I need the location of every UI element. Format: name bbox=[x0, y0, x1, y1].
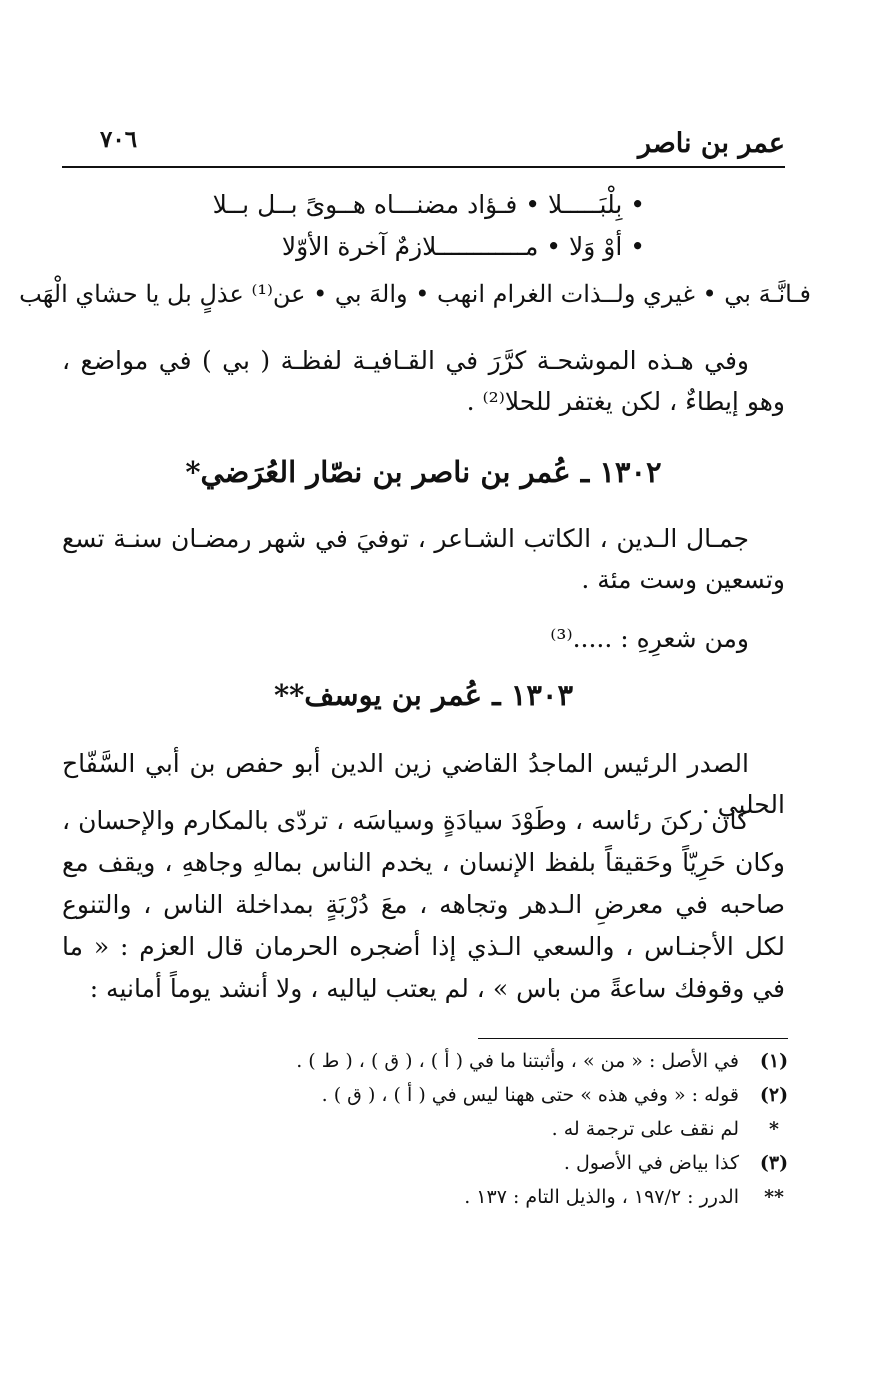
footnote-text: لم نقف على ترجمة له . bbox=[551, 1118, 739, 1140]
commentary-paragraph: وفي هـذه الموشحـة كرَّرَ في القـافيـة لفظـة ( بي ) في مواضع ، وهو إيطاءٌ ، لكن يغتفر للحلا⁽²⁾ . bbox=[62, 346, 785, 416]
footnote-item bbox=[69, 1152, 789, 1186]
footnote-mark: (٢) bbox=[759, 1084, 789, 1106]
footnote-item bbox=[69, 1050, 789, 1084]
entry-1303-title-line: الصدر الرئيس الماجدُ القاضي زين الدين أبو حفص بن أبي السَّفّاح الحلبي . bbox=[62, 749, 785, 819]
footnote-mark: (٣) bbox=[759, 1152, 789, 1174]
entry-1302-bio: جمـال الـدين ، الكاتب الشـاعر ، توفيَ في شهر رمضـان سنـة تسع وتسعين وست مئة . bbox=[62, 524, 785, 594]
footnote-text: الدرر : ١٩٧/٢ ، والذيل التام : ١٣٧ . bbox=[464, 1186, 739, 1208]
entry-1303-bio: كان ركنَ رئاسه ، وطَوْدَ سيادَةٍ وسياسَه ، تردّى بالمكارم والإحسان ، وكان حَرِيّاً وحَقيقاً بلفظ الإنسان ، يخدم الناس بمالهِ وجاههِ ، ويقف مع صاحبه في معرضِ الـدهر وتجاهه ، معَ دُرْبَةٍ بمداخلة الناس ، والتنوع لكل الأجنـاس ، والسعي الـذي إذا أضجره الحرمان قال العزم : « ما في وقوفك ساعةً من باس » ، لم يعتب لياليه ، ولا أنشد يوماً أمانيه : bbox=[62, 806, 785, 1003]
entry-heading-1302: ١٣٠٢ ـ عُمر بن ناصر بن نصّار العُرَضي* bbox=[185, 455, 662, 489]
poem-line-1: • بِلْبَـــــلا • فـؤاد مضنـــاه هــوىً بــل بــلا bbox=[212, 190, 645, 219]
running-header bbox=[62, 126, 785, 168]
footnote-item bbox=[69, 1084, 789, 1118]
footnote-text: كذا بياض في الأصول . bbox=[563, 1152, 739, 1174]
entry-heading-1303: ١٣٠٣ ـ عُمر بن يوسف** bbox=[273, 678, 574, 712]
footnote-mark: ** bbox=[764, 1186, 784, 1208]
footnote-mark: (١) bbox=[759, 1050, 789, 1072]
footnote-item bbox=[69, 1118, 789, 1152]
entry-1302-poetry-intro: ومن شعرِهِ : .....⁽³⁾ bbox=[550, 624, 749, 653]
footnote-separator bbox=[478, 1038, 788, 1039]
running-title: عمر بن ناصر bbox=[637, 128, 785, 159]
poem-line-2: • أوْ وَلا • مــــــــــــلازمٌ آخرة الأوّلا bbox=[281, 232, 645, 261]
footnote-text: قوله : « وفي هذه » حتى ههنا ليس في ( أ ) ، ( ق ) . bbox=[321, 1084, 739, 1106]
footnotes bbox=[69, 1050, 789, 1220]
footnote-mark: * bbox=[769, 1118, 779, 1140]
page-number: ٧٠٦ bbox=[100, 126, 138, 153]
footnote-item bbox=[69, 1186, 789, 1220]
footnote-text: في الأصل : « من » ، وأثبتنا ما في ( أ ) ، ( ق ) ، ( ط ) . bbox=[296, 1050, 739, 1072]
poem-line-3: فـانَّـهَ بي • غيري ولــذات الغرام انهب • والهَ بي • عن⁽¹⁾ عذلٍ بل يا حشاي الْهَب bbox=[19, 280, 811, 308]
